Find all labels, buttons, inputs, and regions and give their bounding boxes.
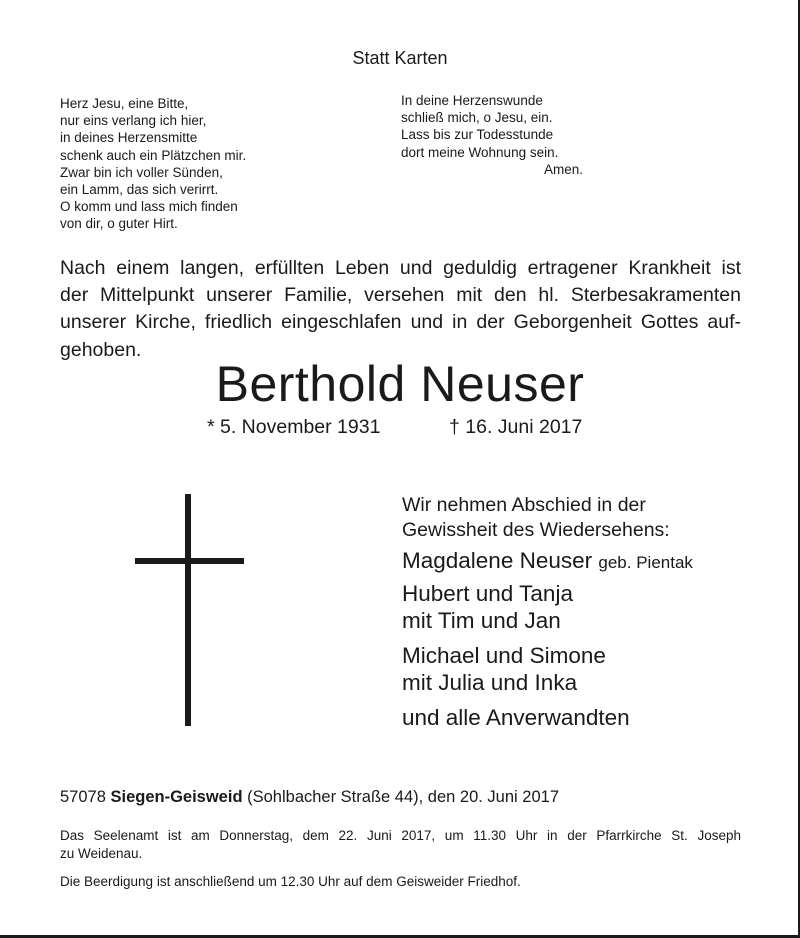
- wife-name: Magdalene Neuser: [402, 548, 593, 573]
- farewell-text: [402, 493, 670, 542]
- family-relatives: und alle Anverwandten: [402, 705, 630, 730]
- poem-amen: Amen.: [543, 161, 583, 177]
- farewell-line: Wir nehmen Abschied in der: [402, 494, 646, 516]
- intro-text: [60, 255, 741, 364]
- poem-line: Lass bis zur Todesstunde: [401, 127, 554, 143]
- cross-icon-bar: [135, 558, 244, 564]
- intro-line: unserer Kirche, friedlich eingeschlafen und in der Geborgenheit Gottes auf-: [60, 311, 741, 334]
- poem-line: ein Lamm, das sich verirrt.: [60, 182, 219, 198]
- postcode: 57078: [60, 788, 106, 806]
- intro-line: der Mittelpunkt unserer Familie, versehen mit den hl. Sterbesakramenten: [60, 284, 741, 307]
- header-title: Statt Karten: [352, 48, 448, 68]
- farewell-line: Gewissheit des Wiedersehens:: [402, 518, 670, 541]
- poem-line: In deine Herzenswunde: [401, 93, 543, 108]
- family-wife: [402, 547, 693, 576]
- family-line: Hubert und Tanja: [402, 581, 573, 606]
- death-date: † 16. Juni 2017: [449, 416, 583, 438]
- family-line: Michael und Simone: [402, 643, 606, 668]
- intro-line: Nach einem langen, erfüllten Leben und geduldig ertragener Krankheit ist: [60, 257, 741, 279]
- intro-line: gehoben.: [60, 338, 142, 361]
- family-child-1: [402, 580, 573, 634]
- poem-line: schenk auch ein Plätzchen mir.: [60, 147, 247, 163]
- mass-line: zu Weidenau.: [60, 846, 143, 861]
- location-line: [60, 788, 559, 807]
- poem-line: von dir, o guter Hirt.: [60, 216, 178, 232]
- poem-left: [60, 95, 246, 233]
- family-line: mit Tim und Jan: [402, 608, 561, 633]
- poem-line: dort meine Wohnung sein.: [401, 144, 559, 160]
- wife-maiden-name: geb. Pientak: [598, 553, 693, 572]
- cross-icon: [185, 494, 191, 726]
- deceased-name: Berthold Neuser: [215, 356, 585, 412]
- poem-line: Zwar bin ich voller Sünden,: [60, 164, 223, 180]
- mass-info: [60, 827, 741, 863]
- family-line: mit Julia und Inka: [402, 670, 578, 695]
- poem-line: in deines Herzensmitte: [60, 130, 198, 146]
- poem-line: O komm und lass mich finden: [60, 199, 238, 215]
- city: Siegen-Geisweid: [110, 788, 243, 806]
- burial-info: Die Beerdigung ist anschließend um 12.30 Uhr auf dem Geisweider Friedhof.: [60, 874, 521, 889]
- poem-line: nur eins verlang ich hier,: [60, 113, 207, 129]
- poem-line: schließ mich, o Jesu, ein.: [401, 110, 553, 126]
- poem-line: Herz Jesu, eine Bitte,: [60, 96, 189, 111]
- birth-date: * 5. November 1931: [207, 416, 381, 438]
- family-child-2: [402, 642, 606, 696]
- mass-line: Das Seelenamt ist am Donnerstag, dem 22. Juni 2017, um 11.30 Uhr in der Pfarrkirche St. Joseph: [60, 828, 741, 843]
- address-date: (Sohlbacher Straße 44), den 20. Juni 2017: [247, 788, 559, 806]
- poem-right: [401, 92, 583, 178]
